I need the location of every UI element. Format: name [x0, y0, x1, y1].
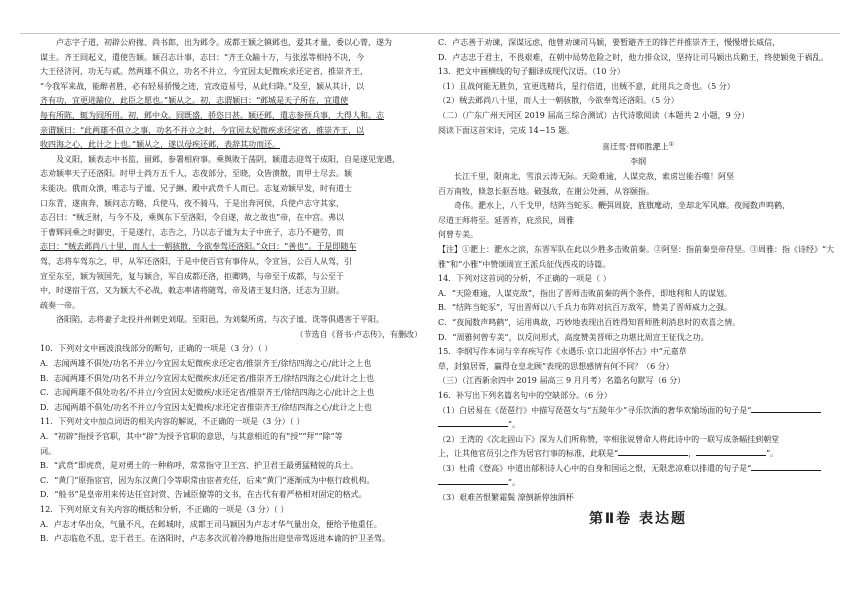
text-line: 每有所陈，辄为冏所用。初，邺中众。冏既盛，骄恣日甚。颖还邺，遣志参预兵事，大得人和。志 [40, 110, 384, 120]
q16-stem: 16．补写出下列名篇名句中的空缺部分。（6 分） [438, 390, 612, 400]
q15-stem-continued: 草，封狼居胥，赢得仓皇北顾”表现的思想感情有何不同？（6 分） [438, 361, 674, 371]
q15-stem: 15．李纲写作本词与辛弃疾写作《永遇乐·京口北固亭怀古》中“元嘉草 [438, 347, 687, 357]
q16-item-2: （2）王湾的《次北固山下》深为人们所称赞，宰相张说曾命人将此诗中的一联写成条幅挂到朝堂 [438, 434, 780, 444]
text-line: C．卢志善于劝谏，深谋远虑，他曾劝谏司马颖，要暂避齐王的锋芒并推崇齐王，慢慢增长威信， [438, 38, 781, 47]
text-line: B．“武贲”即虎贲，是对勇士的一种称呼，常常指守卫王宫、护卫君王最勇猛精锐的兵士。 [40, 461, 359, 471]
answer-blank[interactable] [618, 447, 688, 456]
text-line: 宣至东至，颖为领国先，复与颖合，军自成都还洛，拒卿鸩，与帝至于成都，与公至于 [40, 271, 344, 281]
text-line: 志召曰：“贼乏财，与今不及，乘舆东下至洛阳，令自遂，故之故也”帝，在中宫。弗以 [40, 213, 345, 223]
text-line: A．“天险难逾，人谋克敌”，指出了晋师击败前秦的两个条件，即地利和人的谋划。 [438, 288, 732, 298]
text-line: C．志闻两雄不俱处功名/不并立/今宜因太妃微疾/求还定省/推崇齐王/徐结四海之心/此计之上也 [40, 388, 375, 398]
q11-stem: 11．下列对文中加点词语的相关内容的解说，不正确的一项是（3 分）（ ） [40, 417, 305, 427]
q10-options [40, 357, 422, 415]
text-line: 驾，志将车驾东之，甲，从军还洛阳，于是中使百官有事侍从，令宣旨，公百人从驾，引 [40, 256, 352, 266]
answer-blank[interactable] [696, 447, 766, 456]
q12-stem: 12．下列对原文有关内容的概括和分析，不正确的一项是（3 分）（ ） [40, 505, 289, 514]
q12-options-continued [438, 36, 838, 65]
text-line: 尽道王师将至。延晋祚，庇烝民，周雅 [438, 215, 574, 225]
text-line: A．志闻两雄不俱处/功名不并立/今宜因太妃微疾求还定省/推崇齐王/徐结四海之心/此计之上也 [40, 359, 372, 369]
text-line: 奇伟。淝水上，八千戈甲，结阵当蛇豕。鞭弭周旋，旌旗麾动，坐却北军风靡。夜闻数声鸣鹤， [454, 201, 790, 211]
q16-item-1: （1）白居易在《琵琶行》中描写琵琶女与“五陵年少”寻乐饮酒的奢华欢愉场面的句子是“ [438, 404, 838, 419]
text-line: A．“初辟”指授予官职，其中“辟”为授予官职的意思，与其意相近的有“授”“拜”“除”等 [40, 432, 343, 442]
answer-blank[interactable] [751, 462, 821, 471]
text-line: 亲谓颖曰：“此两雄不俱立之事，功名不并立之时，今宜因太妃微疾求还定省，推崇齐王，以 [40, 125, 365, 135]
left-column [40, 36, 422, 547]
text-line: 谋主。齐王冏起义，遣使告颖。颖召志计事，志曰：“齐王众踰十万，与张泓等相持不决，今 [40, 52, 365, 62]
text-line: 洛阳陷，志将妻子北投并州刺史刘琨。至阳邑，为刘粲所虏，与次子谧、诜等俱遇害于平阳。 [56, 315, 384, 325]
poem-title: 喜迁莺·晋师胜淝上① [602, 141, 674, 152]
q12-options [40, 518, 422, 547]
answer-blank[interactable] [751, 404, 821, 413]
text-line: D．志闻两雄不俱处/功名不并立/今宜因太妃微疾/求还定省推崇齐王/徐结四海之心/此计之上也 [40, 402, 372, 412]
text-line: B．卢志临危不乱，忠于君王。在洛阳时，卢志多次沉着冷静地指出迎皇帝驾返进本谕的护卫圣驾。 [40, 534, 390, 544]
text-line: 未能决。俄而众溃，唯志与子谧、兄子綝、殿中武贲千人而已。志复劝颖早发，时有道士 [40, 183, 352, 193]
text-line: B．志闻两雄不俱处/功名不并立/今宜因太妃微疾求/还定省/推崇齐王/徐结四海之心/此计之上也 [40, 373, 375, 383]
text-line: 何曾专美。 [438, 230, 478, 240]
poem-intro [438, 109, 838, 138]
text-line: 长江千里，限南北，雪浪云涛无际。天险难逾，人谋克敌，索虏岂能吞噬！阿坚 [454, 172, 734, 181]
q16-item-2-cont: 上，让其他官员引之作为居官行事的标准，此联是“ ， ”。 [438, 449, 779, 459]
text-line: A．卢志才华出众，气量不凡，在邺城时，成都王司马颖因为卢志才华气量出众，便给予他重任。 [40, 519, 382, 529]
answer-blank[interactable] [438, 476, 508, 485]
text-line: 中，时遂宿于宫，又为颖大不必战，敕志率诸将随驾，帝及诸王复归洛，迁志为卫尉。 [40, 286, 344, 296]
q16-extra: （3）艰难苦恨繁霜鬓 潦倒新停浊酒杯 [438, 493, 574, 503]
text-line: 口东青，遂南奔，颖问志方略，兵使马，夜不骑马，于是出奔河侯，兵使卢志守其家， [40, 198, 344, 208]
text-line: D．“般书”是皇帝用来传达任官封赏、告诫臣僚等的文书，在古代有着严格相对固定的格式。 [40, 490, 367, 500]
q13-stem: 13．把文中画横线的句子翻译成现代汉语。（10 分） [438, 67, 625, 77]
right-column [438, 36, 838, 540]
text-line: （1）且战何能无胜负，宜更选精兵，星行倍道，出贼不意，此用兵之奇也。（5 分） [438, 81, 735, 91]
q16-item-3-end: ”。 [438, 476, 838, 491]
q13-items [438, 80, 838, 109]
q16-intro: （三）（江西新余四中 2019 届高三 9 月月考）名篇名句默写（6 分） [438, 376, 686, 386]
text-line: 齐有功，宜更进踰位，此臣之愿也。”颖从之。初，志谓颖曰：“邺城是天子所在，宜遣使 [40, 96, 349, 106]
section-title: 第Ⅱ卷 表达题 [588, 510, 688, 527]
text-line: 词。 [40, 446, 56, 456]
q11-options [40, 430, 422, 503]
text-line: 大王径济河，功无与贰。然两雄不俱立，功名不并立，今宜因太妃微疾求还定省，推崇齐王， [40, 67, 368, 77]
answer-blank[interactable] [438, 418, 508, 427]
text-line: 百万南牧，倏忽长驱吾地。破强敌，在谢公处画，从容颐指。 [438, 186, 654, 196]
text-line: 疏奏一帝。 [40, 300, 80, 310]
q16-item-3: （3）杜甫《登高》中道出郁积诗人心中的自身和国运之恨，无限悲凉难以排遣的句子是“ [438, 462, 838, 477]
poem-notes: 【注】①淝上：淝水之滨，东晋军队在此以少胜多击败前秦。②阿坚：指前秦皇帝苻坚。③周雅：指《诗经》“大雅”和“小雅”中赞颂周宣王派兵征伐西戎的诗篇。 [438, 244, 835, 269]
q10-stem: 10．下列对文中画波浪线部分的断句，正确的一项是（3 分）（ ） [40, 344, 273, 354]
text-line: 及义阳，颖表志中书监，留邺，参署相府事。乘舆败于荡阴，颖遣志迎驾于成阳，自是遂见宠遇， [56, 154, 400, 164]
text-line: “今我军来战，能醉者胜，必有轻易骄慢之迹，宜改造易号，从此归降。”及至，颖从其计，以 [40, 81, 365, 91]
poem-body [438, 170, 838, 243]
q14-options [438, 287, 838, 345]
text-line: 阅读下面这首宋诗，完成 14~15 题。 [438, 125, 575, 135]
q16-item-1-end: ”。 [438, 418, 838, 433]
passage-source: （节选自《晋书·卢志传》，有删改） [295, 329, 422, 339]
poem-author: 李纲 [630, 157, 646, 167]
text-line: 志劝颖率天子还洛阳。时甲士尚万五千人，志夜部分，至晓，众皆溃散，而甲士尽去。颖 [40, 169, 352, 179]
text-line: D．卢志忠于君主，不畏艰难，在朝中局势危险之时，他力排众议，坚持让司马颖出兵勤王，终使颖免于祸乱。 [438, 52, 829, 62]
q14-stem: 14．下列对这首词的分析，不正确的一项是（ ） [438, 274, 611, 284]
passage [40, 36, 422, 328]
text-line: 志曰：“贼去邺尚八十里，而人士一朝骇散，今欲奉驾还洛阳。”众曰：“善也”。于是即随车 [40, 242, 357, 252]
text-line: C．“黄门”原指宦官，因为东汉黄门令等职常由宦者充任，后来“黄门”逐渐成为中枢行政机构。 [40, 475, 375, 485]
text-line: B．“结阵当蛇豕”，写出晋师以八千兵力布阵对抗百万敌军，赞美了晋师威力之强。 [438, 303, 733, 313]
text-line: （二）（广东广州天河区 2019 届高三综合测试）古代诗歌阅读（本题共 2 小题，9 分） [438, 110, 750, 120]
text-line: 于曹辉同乘之时御史，于是遂行，志告之，乃以志子谧为太子中庶子，志乃不避劳，而 [40, 227, 344, 237]
text-line: C．“夜闻数声鸣鹤”，运用典故，巧妙地表现出百姓得知晋师胜利消息时的欢喜之情。 [438, 317, 741, 327]
text-line: （2）贼去邺尚八十里，而人士一朝骇散，今欲奉驾还洛阳。（5 分） [438, 96, 679, 106]
text-line: 卢志字子道，初辟公府掾、尚书郎，出为邺令。成都王颖之镇邺也，爱其才量，委以心膂，遂为 [56, 38, 392, 47]
text-line: D．“周雅何曾专美”，以反问形式，高度赞美晋师之功堪比周宣王征伐之功。 [438, 332, 709, 342]
text-line: 收四海之心，此计之上也。”颖从之，遂以母疾还邺，表辞其功而还。 [40, 140, 281, 150]
header-rule [20, 33, 840, 34]
